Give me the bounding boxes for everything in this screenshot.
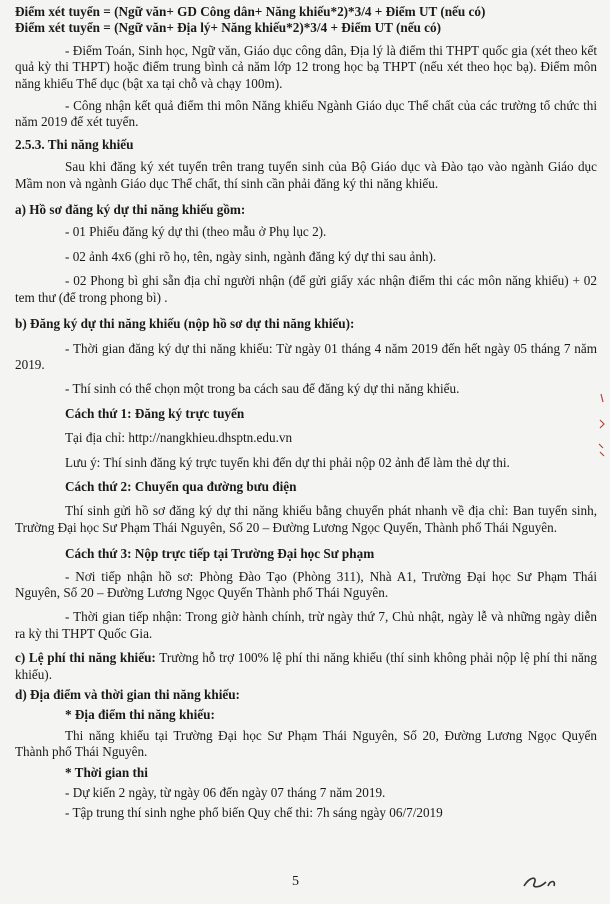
document-body [15, 4, 597, 822]
exam-time-title: * Thời gian thi [65, 764, 148, 780]
page-number: 5 [292, 874, 299, 889]
handwritten-initial-mark [520, 872, 560, 892]
choose-method: - Thí sinh có thể chọn một trong ba cách sau để đăng ký dự thi năng khiếu. [65, 381, 460, 397]
exam-time-item-1: - Dự kiến 2 ngày, từ ngày 06 đến ngày 07 tháng 7 năm 2019. [65, 785, 386, 801]
heading-b: b) Đăng ký dự thi năng khiếu (nộp hồ sơ dự thi năng khiếu): [15, 316, 355, 332]
section-intro: Sau khi đăng ký xét tuyển trên trang tuyển sinh của Bộ Giáo dục và Đào tạo vào ngành Giáo dục Mầm non và ngành Giáo dục Thể chất, thí sinh cần phải đăng ký thi năng khiếu. [15, 159, 597, 191]
list-item-a3: - 02 Phong bì ghi sẵn địa chỉ người nhận (để gửi giấy xác nhận điểm thi các môn năng khiếu) + 02 tem thư (để trong phong bì) . [15, 273, 597, 305]
method-2-title: Cách thứ 2: Chuyển qua đường bưu điện [65, 478, 297, 494]
list-item-a1: - 01 Phiếu đăng ký dự thi (theo mẫu ở Phụ lục 2). [65, 224, 327, 240]
method-1-address: Tại địa chỉ: http://nangkhieu.dhsptn.edu.vn [65, 430, 293, 446]
exam-place-text: Thi năng khiếu tại Trường Đại học Sư Phạm Thái Nguyên, Số 20, Đường Lương Ngọc Quyến Thành phố Thái Nguyên. [15, 727, 597, 760]
section-title: 2.5.3. Thi năng khiếu [15, 136, 134, 152]
method-1-title: Cách thứ 1: Đăng ký trực tuyến [65, 405, 245, 421]
fee-text: Trường hỗ trợ 100% lệ phí thi năng khiếu (thí sinh không phải nộp lệ phí thi năng khiếu). [15, 650, 597, 682]
method-3-title: Cách thứ 3: Nộp trực tiếp tại Trường Đại học Sư phạm [65, 546, 375, 562]
fee-paragraph [15, 650, 597, 683]
fee-label: c) Lệ phí thi năng khiếu: [15, 650, 156, 666]
method-3-place: - Nơi tiếp nhận hồ sơ: Phòng Đào Tạo (Phòng 311), Nhà A1, Trường Đại học Sư Phạm Thái Nguyên, Số 20 – Đường Lương Ngọc Quyến Thành phố Thái Nguyên. [15, 568, 597, 600]
method-2-text: Thí sinh gửi hồ sơ đăng ký dự thi năng khiếu bằng chuyển phát nhanh về địa chỉ: Ban tuyển sinh, Trường Đại học Sư Phạm Thái Nguyên, Số 20 – Đường Lương Ngọc Quyến, Thành phố Thái Nguyên. [15, 503, 597, 535]
formula-line-2: Điểm xét tuyển = (Ngữ văn+ Địa lý+ Năng khiếu*2)*3/4 + Điểm UT (nếu có) [15, 20, 442, 36]
heading-a: a) Hồ sơ đăng ký dự thi năng khiếu gồm: [15, 202, 246, 218]
paragraph-recognition: - Công nhận kết quả điểm thi môn Năng khiếu Ngành Giáo dục Thể chất của các trường tổ chức thi năm 2019 để xét tuyển. [15, 98, 597, 130]
paragraph-score-sources: - Điểm Toán, Sinh học, Ngữ văn, Giáo dục công dân, Địa lý là điểm thi THPT quốc gia (xét theo kết quả kỳ thi THPT) hoặc điểm trung bình cả năm lớp 12 trong học bạ THPT (nếu xét theo học bạ). Điểm môn năng khiếu Thể dục (bật xa tại chỗ và chạy 100m). [15, 42, 597, 91]
list-item-a2: - 02 ảnh 4x6 (ghi rõ họ, tên, ngày sinh, ngành đăng ký dự thi sau ảnh). [65, 248, 437, 264]
formula-line-1: Điểm xét tuyển = (Ngữ văn+ GD Công dân+ Năng khiếu*2)*3/4 + Điểm UT (nếu có) [15, 4, 486, 19]
exam-place-title: * Địa điểm thi năng khiếu: [65, 707, 215, 723]
method-1-note: Lưu ý: Thí sinh đăng ký trực tuyến khi đến dự thi phải nộp 02 ảnh để làm thẻ dự thi. [65, 454, 510, 470]
registration-time: - Thời gian đăng ký dự thi năng khiếu: Từ ngày 01 tháng 4 năm 2019 đến hết ngày 05 tháng 7 năm 2019. [15, 340, 597, 372]
exam-time-item-2: - Tập trung thí sinh nghe phổ biến Quy chế thi: 7h sáng ngày 06/7/2019 [65, 805, 443, 821]
method-3-time: - Thời gian tiếp nhận: Trong giờ hành chính, trừ ngày thứ 7, Chủ nhật, ngày lễ và những ngày diễn ra kỳ thi THPT Quốc Gia. [15, 609, 597, 641]
margin-scribble-mark [594, 390, 608, 460]
heading-d: d) Địa điểm và thời gian thi năng khiếu: [15, 687, 240, 702]
